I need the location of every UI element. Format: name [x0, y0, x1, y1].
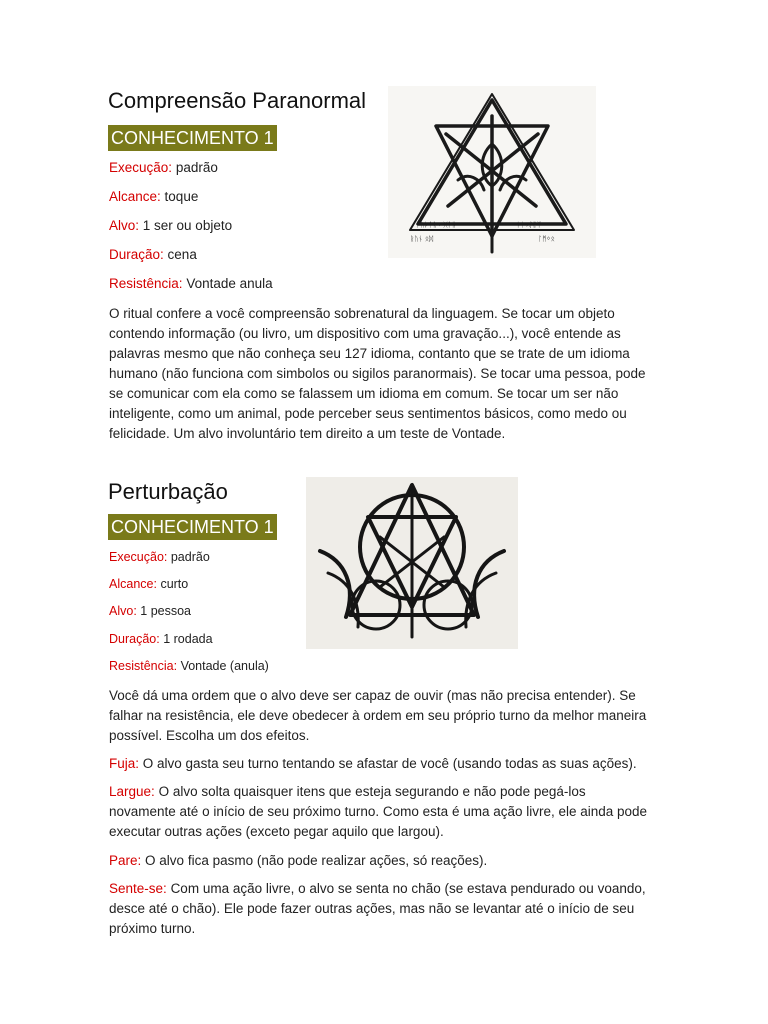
- field-resistencia: [109, 659, 269, 673]
- effect-label: Pare:: [109, 853, 142, 868]
- effect-text: O alvo solta quaisquer itens que esteja segurando e não pode pegá-los novamente até o início de seu próximo turno. Como esta é uma ação livre, ele ainda pode executar outras ações (exceto pegar aquilo que largou).: [109, 784, 648, 839]
- triangle-sigil-icon: [388, 86, 596, 258]
- spell-title: Perturbação: [108, 479, 228, 504]
- field-alvo: [109, 218, 232, 233]
- field-alvo: [109, 604, 191, 618]
- field-label: Duração:: [109, 247, 164, 262]
- field-value: padrão: [170, 550, 210, 564]
- circle-badge: CONHECIMENTO 1: [108, 514, 277, 540]
- field-value: toque: [164, 189, 199, 204]
- effect-sente-se: [109, 879, 654, 939]
- field-duracao: [109, 247, 197, 262]
- effect-largue: [109, 782, 654, 842]
- effect-text: O alvo gasta seu turno tentando se afastar de você (usando todas as suas ações).: [142, 756, 637, 771]
- field-value: Vontade anula: [186, 276, 273, 291]
- effect-text: O alvo fica pasmo (não pode realizar ações, só reações).: [145, 853, 488, 868]
- field-alcance: [109, 189, 198, 204]
- circle-badge: CONHECIMENTO 1: [108, 125, 277, 151]
- field-label: Duração:: [109, 632, 160, 646]
- field-value: 1 ser ou objeto: [142, 218, 233, 233]
- field-label: Alvo:: [109, 604, 137, 618]
- field-resistencia: [109, 276, 273, 291]
- field-label: Execução:: [109, 160, 173, 175]
- field-label: Execução:: [109, 550, 168, 564]
- effect-fuja: [109, 754, 654, 774]
- effect-pare: [109, 851, 654, 871]
- field-alcance: [109, 577, 188, 591]
- field-value: 1 rodada: [163, 632, 213, 646]
- field-value: padrão: [175, 160, 218, 175]
- field-label: Resistência:: [109, 659, 178, 673]
- field-label: Alcance:: [109, 189, 161, 204]
- effect-label: Sente-se:: [109, 881, 167, 896]
- svg-text:ᚱᚢᚾ ᛟᛞ: ᚱᚢᚾ ᛟᛞ: [410, 235, 434, 243]
- circle-triangle-sigil-icon: [306, 477, 518, 649]
- svg-text:ᛚᛗᛜᛟ: ᛚᛗᛜᛟ: [538, 235, 555, 243]
- field-value: 1 pessoa: [140, 604, 192, 618]
- effect-text: Com uma ação livre, o alvo se senta no chão (se estava pendurado ou voando, desce até o chão). Ele pode fazer outras ações, mas não se levantar até o início de seu próximo turno.: [109, 881, 646, 936]
- svg-text:ᚠᚢᚦᚨᚱᚲ ᚷᚹᚺ: ᚠᚢᚦᚨᚱᚲ ᚷᚹᚺ: [416, 221, 457, 229]
- field-execucao: [109, 160, 218, 175]
- spell-description: Você dá uma ordem que o alvo deve ser capaz de ouvir (mas não precisa entender). Se falhar na resistência, ele deve obedecer à ordem em seu próprio turno da melhor maneira possível. Escolha um dos efeitos.: [109, 688, 647, 743]
- field-execucao: [109, 550, 210, 564]
- spell-description: O ritual confere a você compreensão sobrenatural da linguagem. Se tocar um objeto contendo informação (ou livro, um dispositivo com uma gravação...), você entende as palavras mesmo que não conheça seu 127 idioma, contanto que se trate de um idioma humano (não funciona com simbolos ou sigilos paranormais). Se tocar uma pessoa, pode se comunicar com ela como se falassem um idioma em comum. Se tocar um ser não inteligente, como um animal, pode perceber seus sentimentos básicos, como medo ou felicidade. Um alvo involuntário tem direito a um teste de Vontade.: [109, 306, 646, 441]
- field-label: Alvo:: [109, 218, 140, 233]
- svg-text:ᚾᛁᛃᛇᛈᛉ: ᚾᛁᛃᛇᛈᛉ: [516, 221, 542, 229]
- field-value: Vontade (anula): [180, 659, 269, 673]
- field-value: curto: [160, 577, 189, 591]
- spell-title: Compreensão Paranormal: [108, 88, 367, 113]
- field-value: cena: [167, 247, 197, 262]
- field-label: Resistência:: [109, 276, 183, 291]
- field-label: Alcance:: [109, 577, 157, 591]
- effect-label: Fuja:: [109, 756, 140, 771]
- field-duracao: [109, 632, 213, 646]
- effect-label: Largue:: [109, 784, 155, 799]
